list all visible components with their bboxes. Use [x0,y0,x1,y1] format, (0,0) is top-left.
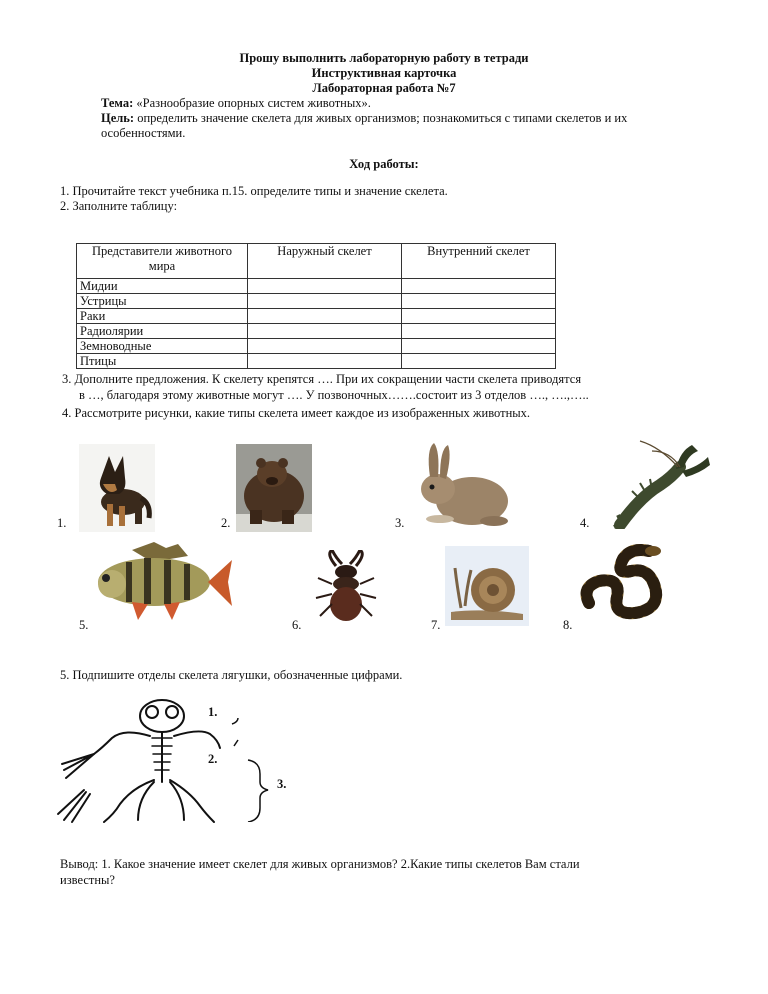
animal-number: 7. [431,618,441,632]
table-row [77,309,556,324]
snail-icon [445,546,529,626]
conclusion-line-2: известны? [60,873,115,887]
table-cell: Мидии [77,279,248,294]
table-cell: Земноводные [77,339,248,354]
animal-number: 6. [292,618,302,632]
lab-title: Лабораторная работа №7 [312,81,456,95]
table-row [77,324,556,339]
table-cell-empty[interactable] [248,294,402,309]
table-header-external: Наружный скелет [248,244,402,279]
frog-skeleton-icon [54,694,230,824]
page-heading: Прошу выполнить лабораторную работу в тетради [239,51,529,65]
card-title: Инструктивная карточка [311,66,457,80]
animal-number: 5. [79,618,89,632]
table-cell-empty[interactable] [248,339,402,354]
task-5: 5. Подпишите отделы скелета лягушки, обозначенные цифрами. [60,668,403,682]
topic-text: «Разнообразие опорных систем животных». [133,96,371,110]
skeleton-table [76,243,556,369]
table-cell-empty[interactable] [402,294,556,309]
table-cell-empty[interactable] [248,324,402,339]
topic-line [101,96,371,111]
table-cell-empty[interactable] [248,309,402,324]
animal-number: 2. [221,516,231,530]
crayfish-icon [610,437,712,529]
task-4: 4. Рассмотрите рисунки, какие типы скелета имеет каждое из изображенных животных. [62,406,531,420]
table-row [77,294,556,309]
bear-icon [236,444,312,532]
goal-text: определить значение скелета для живых организмов; познакомиться с типами скелетов и их [134,111,628,125]
snake-icon [577,543,677,625]
task-3-line-1: 3. Дополните предложения. К скелету крепятся …. При их сокращении части скелета приводятся [62,372,582,386]
table-cell: Радиолярии [77,324,248,339]
table-cell-empty[interactable] [402,324,556,339]
table-row [77,354,556,369]
table-header-representatives: Представители животного мира [77,244,248,279]
task-1: 1. Прочитайте текст учебника п.15. определите типы и значение скелета. [60,184,448,198]
table-cell: Птицы [77,354,248,369]
animal-number: 3. [395,516,405,530]
task-2: 2. Заполните таблицу: [60,199,178,213]
table-cell-empty[interactable] [402,279,556,294]
table-cell: Раки [77,309,248,324]
procedure-title: Ход работы: [349,157,419,171]
perch-fish-icon [92,540,234,624]
topic-label: Тема: [101,96,134,110]
animal-number: 8. [563,618,573,632]
task-3-line-2: в …, благодаря этому животные могут …. У позвоночных…….состоит из 3 отделов …., ….,….. [79,388,589,402]
frog-label-3: 3. [277,777,287,791]
table-cell-empty[interactable] [402,309,556,324]
table-row [77,339,556,354]
animal-number: 4. [580,516,590,530]
table-row [77,279,556,294]
table-header-internal: Внутренний скелет [402,244,556,279]
table-cell-empty[interactable] [248,354,402,369]
frog-brackets [230,718,278,822]
dog-icon [79,444,155,532]
table-cell-empty[interactable] [402,354,556,369]
rabbit-icon [410,441,514,531]
goal-label: Цель: [101,111,135,125]
animal-number: 1. [57,516,67,530]
conclusion-line-1: Вывод: 1. Какое значение имеет скелет для живых организмов? 2.Какие типы скелетов Вам стали [60,857,580,871]
goal-line-2: особенностями. [101,126,186,140]
table-cell-empty[interactable] [402,339,556,354]
frog-label-2: 2. [208,752,218,766]
table-cell: Устрицы [77,294,248,309]
frog-label-1: 1. [208,705,218,719]
stag-beetle-icon [312,550,380,624]
goal-line [101,111,627,126]
table-cell-empty[interactable] [248,279,402,294]
